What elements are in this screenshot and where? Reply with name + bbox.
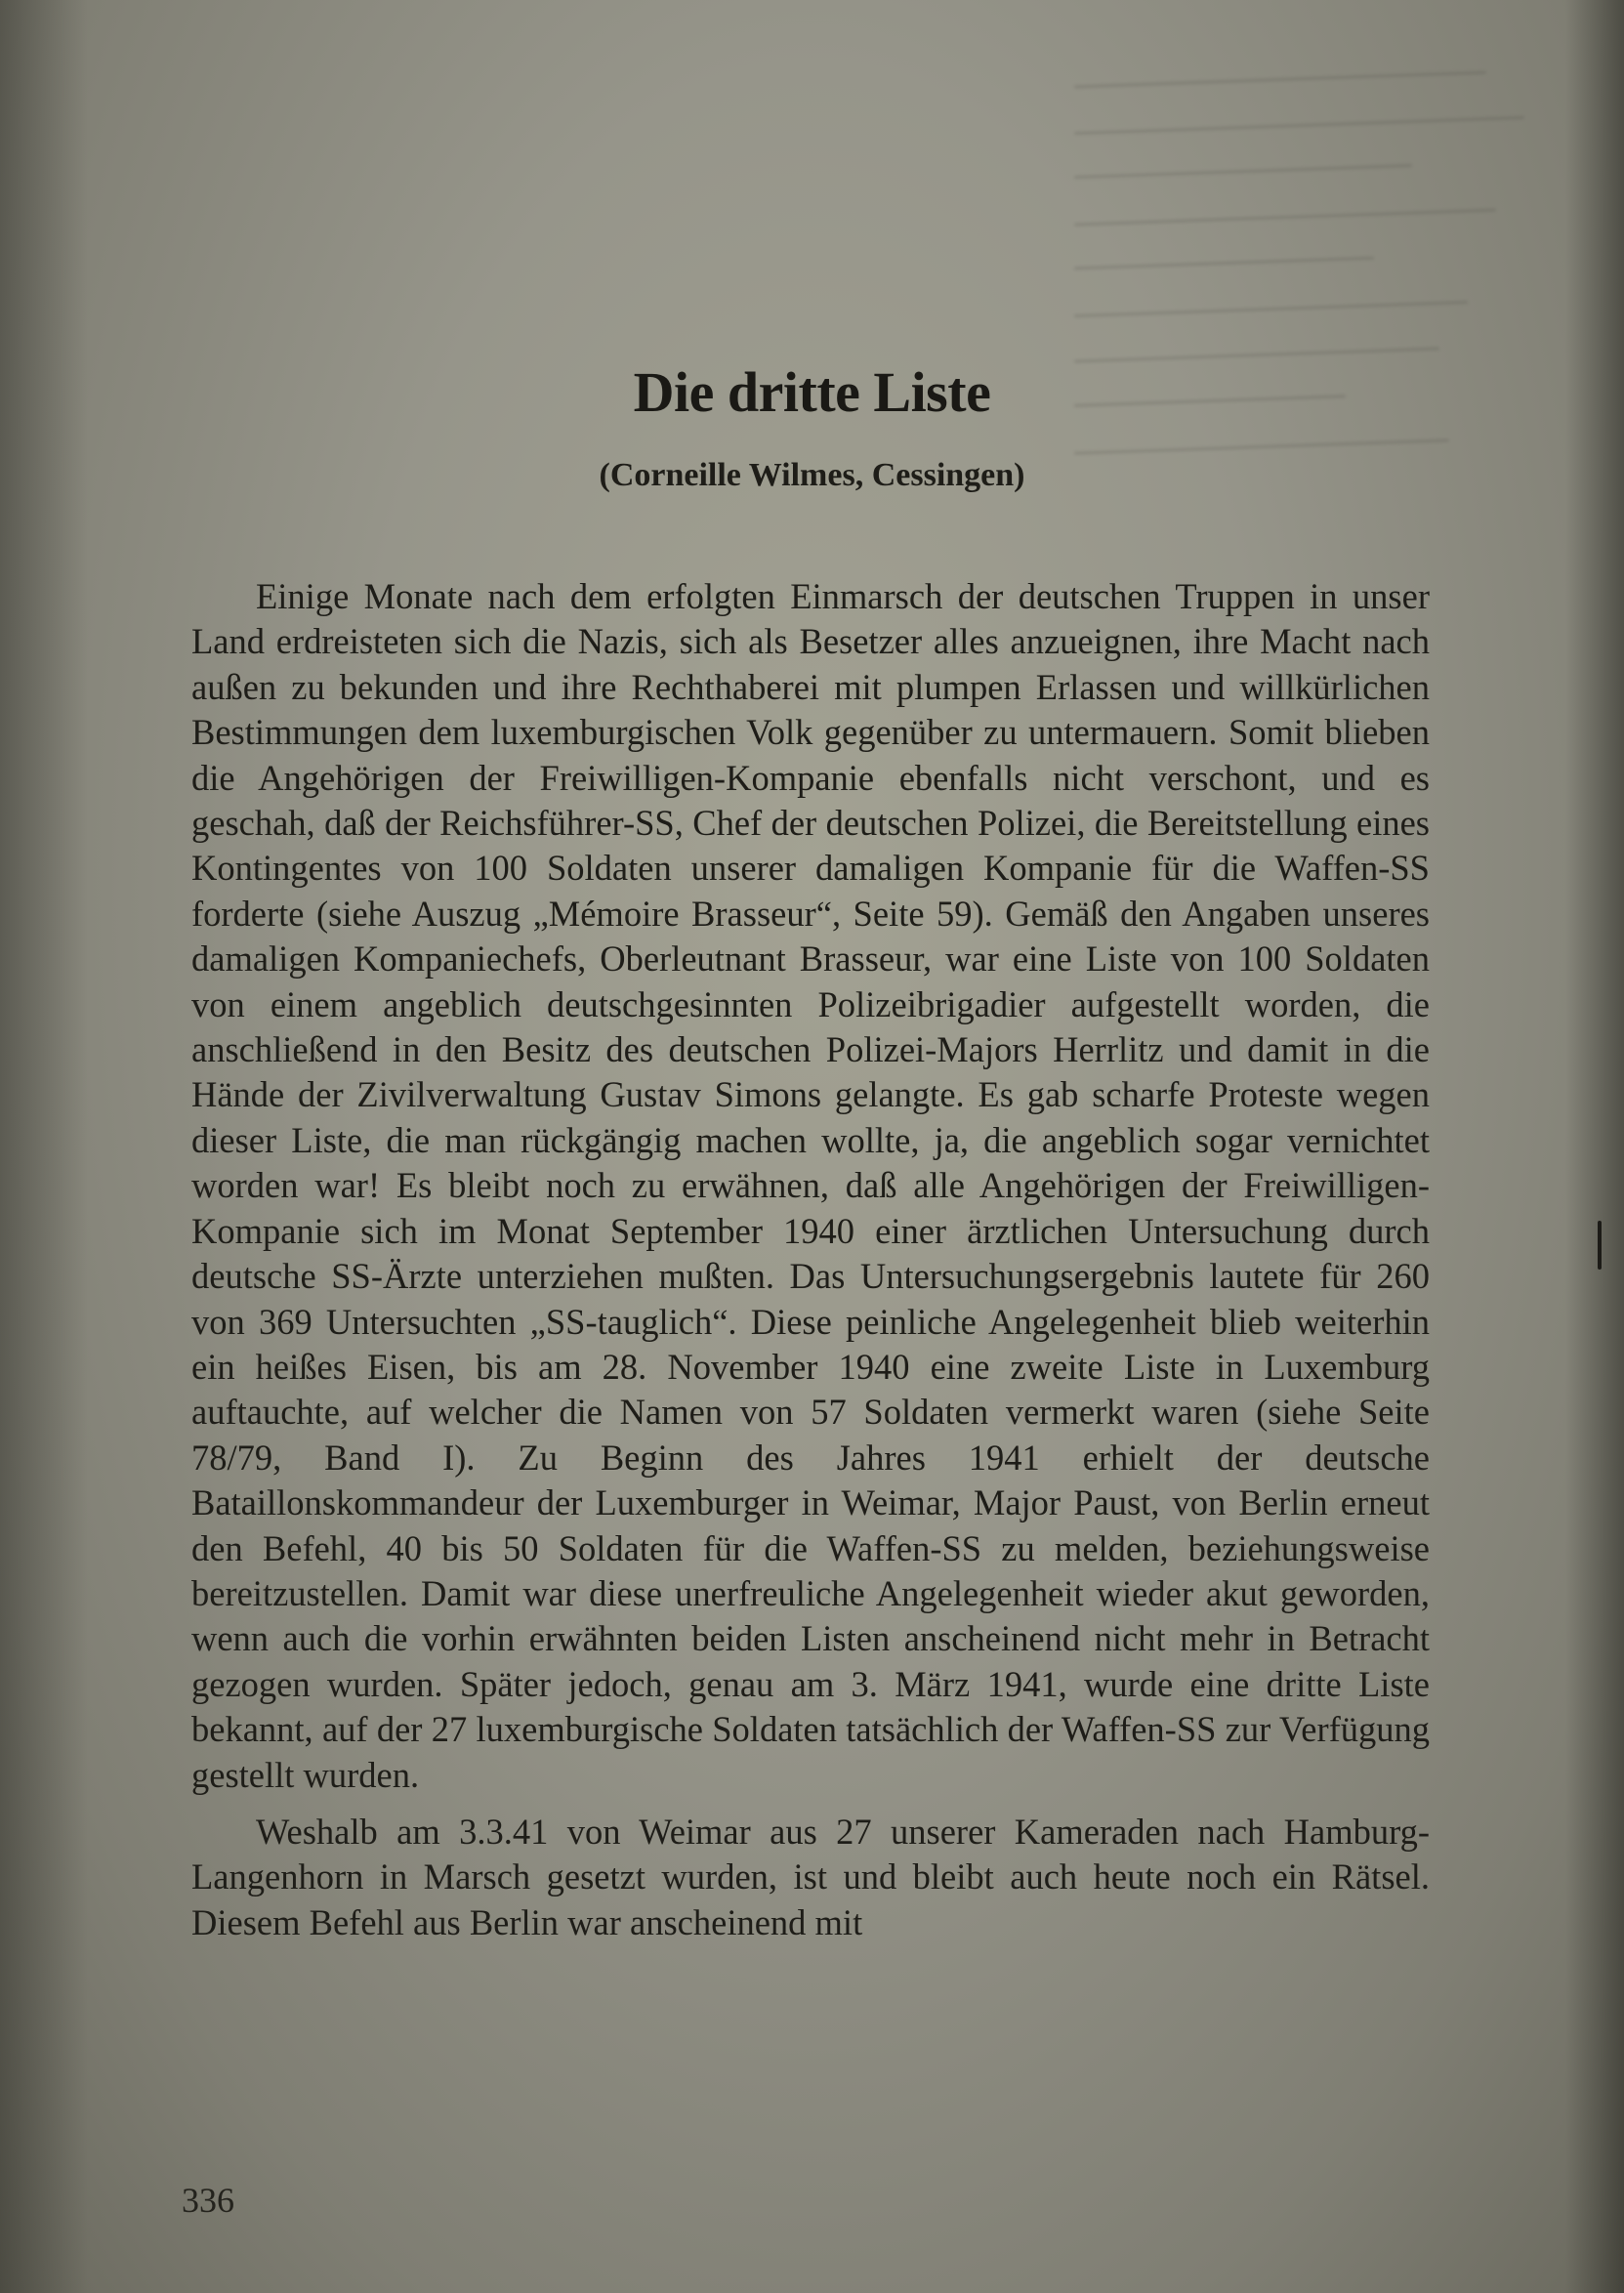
edge-shadow [1565, 0, 1624, 2293]
page-number: 336 [182, 2181, 234, 2220]
chapter-title: Die dritte Liste [633, 360, 991, 424]
page-edge-mark [1598, 1221, 1602, 1270]
paragraph-1: Einige Monate nach dem erfolgten Einmarsch der deutschen Truppen in unser Land erdreisteten sich die Nazis, sich als Besetzer alles anzueignen, ihre Macht nach außen zu bekunden und ihre Rechthaberei mit plumpen Erlassen und willkürlichen Bestimmungen dem luxemburgischen Volk gegenüber zu untermauern. Somit blieben die Angehörigen der Freiwilligen-Kompanie ebenfalls nicht verschont, und es geschah, daß der Reichsführer-SS, Chef der deutschen Polizei, die Bereitstellung eines Kontingentes von 100 Soldaten unserer damaligen Kompanie für die Waffen-SS forderte (siehe Auszug „Mémoire Brasseur“, Seite 59). Gemäß den Angaben unseres damaligen Kompaniechefs, Oberleutnant Brasseur, war eine Liste von 100 Soldaten von einem angeblich deutschgesinnten Polizeibrigadier aufgestellt worden, die anschließend in den Besitz des deutschen Polizei-Majors Herrlitz und damit in die Hände der Zivilverwaltung Gustav Simons gelangte. Es gab scharfe Proteste wegen dieser Liste, die man rückgängig machen wollte, ja, die angeblich sogar vernichtet worden war! Es bleibt noch zu erwähnen, daß alle Angehörigen der Freiwilligen-Kompanie sich im Monat September 1940 einer ärztlichen Untersuchung durch deutsche SS-Ärzte unterziehen mußten. Das Untersuchungsergebnis lautete für 260 von 369 Untersuchten „SS-tauglich“. Diese peinliche Angelegenheit blieb weiterhin ein heißes Eisen, bis am 28. November 1940 eine zweite Liste in Luxemburg auftauchte, auf welcher die Namen von 57 Soldaten vermerkt waren (siehe Seite 78/79, Band I). Zu Beginn des Jahres 1941 erhielt der deutsche Bataillonskommandeur der Luxemburger in Weimar, Major Paust, von Berlin erneut den Befehl, 40 bis 50 Soldaten für die Waffen-SS zu melden, beziehungsweise bereitzustellen. Damit war diese unerfreuliche Angelegenheit wieder akut geworden, wenn auch die vorhin erwähnten beiden Listen anscheinend nicht mehr in Betracht gezogen wurden. Später jedoch, genau am 3. März 1941, wurde eine dritte Liste bekannt, auf der 27 luxemburgische Soldaten tatsächlich der Waffen-SS zur Verfügung gestellt wurden. [191, 576, 1430, 1795]
bleed-through-handwriting [1074, 78, 1543, 586]
gutter-shadow [0, 0, 88, 2293]
paragraph-2: Weshalb am 3.3.41 von Weimar aus 27 unserer Kameraden nach Hamburg-Langenhorn in Marsch gesetzt wurden, ist und bleibt auch heute noch ein Rätsel. Diesem Befehl aus Berlin war anscheinend mit [191, 1811, 1430, 1942]
body-text [191, 574, 1430, 1945]
author-line: (Corneille Wilmes, Cessingen) [599, 457, 1025, 493]
